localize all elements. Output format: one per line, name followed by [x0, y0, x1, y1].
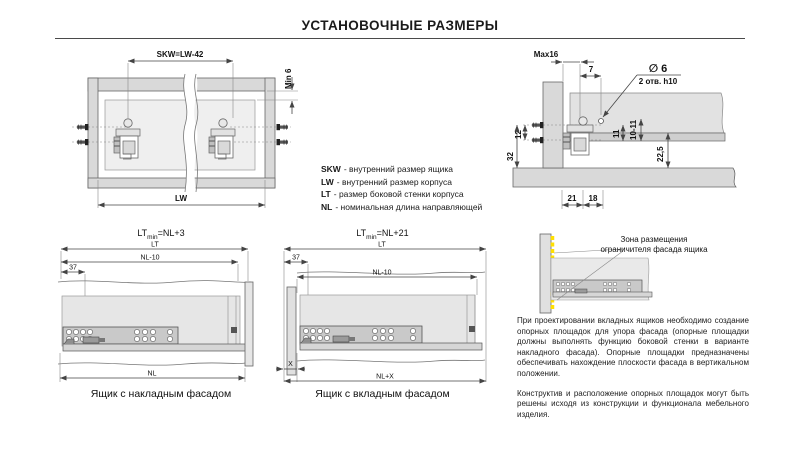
screw-icon	[277, 124, 289, 130]
overlay-caption: Ящик с накладным фасадом	[90, 388, 232, 400]
legend-abbr: LW	[321, 176, 334, 187]
legend-desc: - размер боковой стенки корпуса	[333, 189, 464, 200]
bottom-board	[513, 168, 736, 187]
dim-x: X	[288, 361, 293, 368]
dim-37: 37	[292, 254, 300, 262]
title-rule	[55, 38, 745, 39]
dim-nl-plus-x: NL+X	[376, 373, 394, 381]
inset-drawer-drawing	[275, 241, 490, 387]
dim-21: 21	[567, 194, 577, 203]
dim-22-5: 22,5	[656, 146, 665, 162]
legend-item	[321, 188, 536, 201]
legend-item	[321, 201, 536, 214]
dim-37: 37	[69, 264, 77, 272]
latch	[83, 337, 99, 343]
latch-lever	[349, 337, 355, 341]
mount-hole	[599, 119, 604, 124]
dim-lt: LT	[151, 241, 159, 249]
overlay-formula	[55, 228, 267, 241]
dim-12: 12	[514, 130, 523, 139]
dim-max16: Max16	[533, 50, 559, 59]
notes-block	[517, 316, 749, 429]
note-paragraph-1: При проектировании вкладных ящиков необходимо создание опорных площадок для упора фасада (опорные площадки должны выполнять функцию боковой стенки в варианте накладного фасада). Опорные площадки предназначены обеспечивать нахождение плоскости фасада в вертикальном положении.	[517, 316, 749, 378]
formula-rest: =NL+21	[376, 228, 409, 238]
slide-rail	[567, 133, 725, 141]
slide-rail	[553, 280, 652, 297]
limiter-label-line2: ограничителя фасада ящика	[600, 245, 708, 254]
limiter-label-line1: Зона размещения	[620, 235, 688, 244]
note-paragraph-2: Конструктив и расположение опорных площадок могут быть решены исходя из конструкции и функционала мебельного изделия.	[517, 388, 749, 419]
formula-base: LT	[356, 228, 367, 238]
dim-lt: LT	[378, 241, 386, 249]
page-title: УСТАНОВОЧНЫЕ РАЗМЕРЫ	[301, 18, 499, 33]
overlay-drawer-block	[55, 228, 267, 400]
inset-drawer-block	[275, 228, 490, 400]
legend	[321, 163, 536, 213]
dim-skw: SKW=LW-42	[156, 50, 204, 59]
dim-nl-10: NL-10	[140, 254, 160, 262]
facade-panel	[540, 234, 551, 313]
side-detail-drawing	[505, 45, 750, 217]
rear-hook	[469, 326, 475, 332]
legend-desc: - номинальная длина направляющей	[335, 201, 483, 212]
dim-10-11: 10-11	[629, 119, 638, 140]
dim-diameter: ∅ 6	[648, 63, 668, 75]
formula-base: LT	[137, 228, 148, 238]
legend-abbr: SKW	[321, 164, 341, 174]
dim-nl: NL	[147, 370, 157, 378]
overlay-drawer-drawing	[55, 241, 267, 387]
limiter-zone-drawing	[515, 228, 755, 316]
legend-abbr: NL	[321, 201, 333, 212]
dim-holes: 2 отв. h10	[638, 77, 678, 86]
legend-item	[321, 176, 536, 189]
dim-7: 7	[588, 65, 594, 74]
dim-32: 32	[506, 152, 515, 161]
inset-caption: Ящик с вкладным фасадом	[315, 388, 450, 400]
overlay-facade	[245, 282, 253, 366]
dim-18: 18	[588, 194, 598, 203]
screw-icon	[532, 137, 544, 143]
rear-hook	[231, 327, 237, 333]
break-lines	[184, 74, 198, 192]
screw-icon	[277, 139, 289, 145]
dim-nl-10: NL-10	[372, 269, 392, 277]
latch	[333, 336, 349, 342]
dim-11: 11	[612, 129, 621, 138]
screw-icon	[77, 139, 89, 145]
legend-desc: - внутренний размер корпуса	[336, 176, 452, 187]
front-section-drawing	[60, 45, 310, 217]
screw-icon	[77, 124, 89, 130]
formula-sub: min	[147, 233, 158, 241]
formula-rest: =NL+3	[157, 228, 185, 238]
dim-min6: Min 6	[284, 68, 293, 89]
screw-icon	[532, 122, 544, 128]
dim-lw: LW	[175, 194, 187, 203]
formula-sub: min	[366, 233, 377, 241]
legend-abbr: LT	[321, 189, 331, 200]
legend-desc: - внутренний размер ящика	[343, 164, 453, 174]
inset-formula	[275, 228, 490, 241]
latch-lever	[99, 338, 105, 342]
legend-item	[321, 163, 536, 176]
